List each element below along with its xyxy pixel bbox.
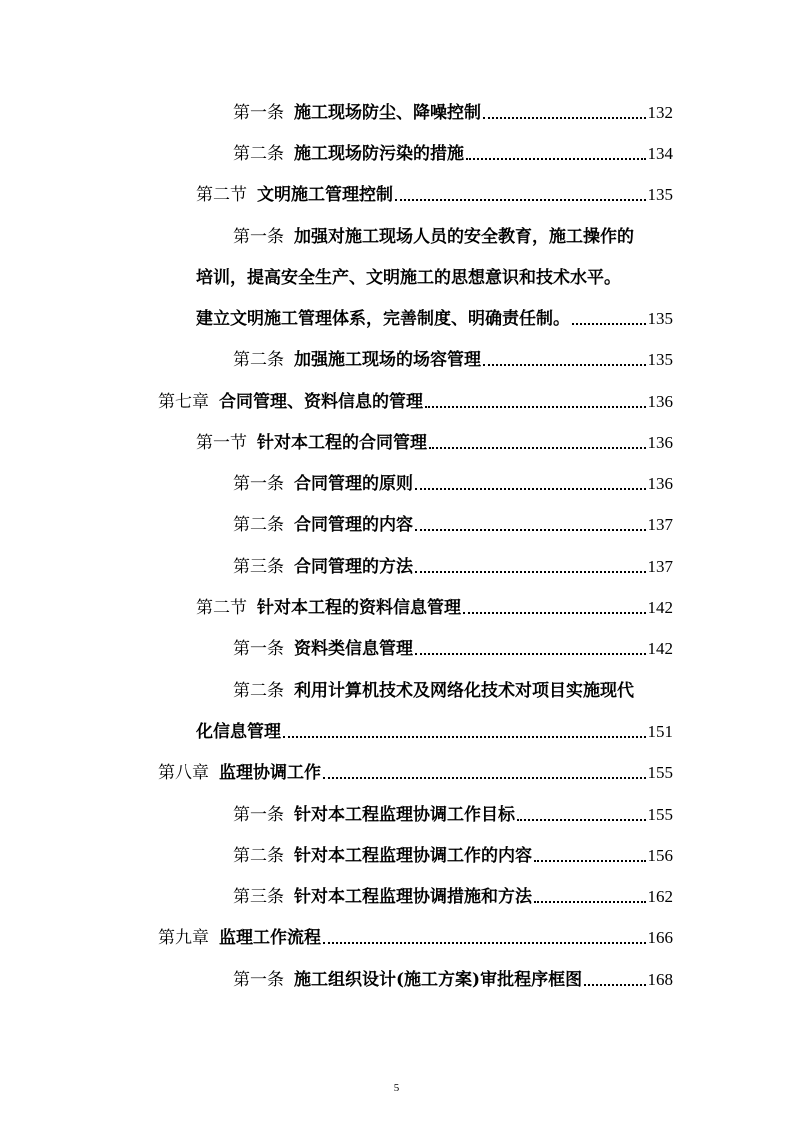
- toc-leader-dots: [483, 114, 646, 119]
- toc-entry-page: 162: [647, 887, 673, 906]
- toc-entry-page: 136: [647, 474, 673, 493]
- toc-entry-title: 合同管理的方法: [294, 557, 413, 577]
- toc-entry-title: 监理工作流程: [219, 928, 321, 948]
- toc-entry-label: 第一条: [233, 970, 284, 990]
- toc-entry-title: 针对本工程监理协调措施和方法: [294, 887, 532, 907]
- toc-entry-title: 施工组织设计(施工方案)审批程序框图: [294, 970, 583, 990]
- toc-entry-title: 施工现场防尘、降噪控制: [294, 103, 481, 123]
- toc-entry-title: 利用计算机技术及网络化技术对项目实施现代: [294, 681, 634, 701]
- toc-leader-dots: [395, 196, 646, 201]
- toc-entry-label: 第一条: [233, 639, 284, 659]
- toc-leader-dots: [534, 898, 646, 903]
- toc-entry-page: 168: [647, 970, 673, 989]
- toc-entry-label: 第九章: [158, 928, 209, 948]
- toc-entry-label: 第二条: [233, 681, 284, 701]
- toc-entry[interactable]: [233, 963, 673, 991]
- toc-entry-label: 第二条: [233, 515, 284, 535]
- toc-entry-page: 136: [647, 433, 673, 452]
- toc-entry-continuation[interactable]: [196, 302, 673, 330]
- toc-entry[interactable]: [233, 467, 673, 495]
- toc-leader-dots: [584, 981, 645, 986]
- page-number-footer: 5: [393, 1082, 400, 1094]
- toc-leader-dots: [283, 733, 646, 738]
- toc-entry-title: 针对本工程监理协调工作目标: [294, 805, 515, 825]
- toc-entry-label: 第三条: [233, 887, 284, 907]
- toc-leader-dots: [415, 526, 646, 531]
- toc-entry-continuation[interactable]: [196, 261, 673, 289]
- toc-entry-label: 第七章: [158, 392, 209, 412]
- toc-entry-title: 针对本工程的合同管理: [257, 433, 427, 453]
- toc-entry-label: 第一条: [233, 103, 284, 123]
- toc-leader-dots: [572, 320, 646, 325]
- toc-entry[interactable]: [233, 632, 673, 660]
- toc-entry[interactable]: [233, 674, 673, 702]
- toc-entry-page: 142: [647, 639, 673, 658]
- toc-entry-title: 合同管理、资料信息的管理: [219, 392, 423, 412]
- toc-entry-page: 155: [647, 763, 673, 782]
- toc-leader-dots: [466, 155, 646, 160]
- toc-leader-dots: [534, 857, 646, 862]
- toc-entry-page: 166: [647, 928, 673, 947]
- toc-entry[interactable]: [233, 508, 673, 536]
- toc-leader-dots: [415, 485, 646, 490]
- toc-entry[interactable]: [233, 220, 673, 248]
- toc-entry[interactable]: [233, 343, 673, 371]
- toc-entry-title: 针对本工程的资料信息管理: [257, 598, 461, 618]
- toc-entry[interactable]: [233, 96, 673, 124]
- toc-entry[interactable]: [233, 798, 673, 826]
- toc-entry-page: 135: [647, 350, 673, 369]
- toc-entry-page: 136: [647, 392, 673, 411]
- toc-entry-label: 第一节: [196, 433, 247, 453]
- toc-entry-page: 132: [647, 103, 673, 122]
- toc-entry[interactable]: [233, 137, 673, 165]
- toc-entry-label: 第二条: [233, 144, 284, 164]
- toc-entry[interactable]: [196, 178, 673, 206]
- toc-entry-page: 137: [647, 515, 673, 534]
- toc-entry[interactable]: [158, 756, 673, 784]
- toc-entry-title: 培训，提高安全生产、文明施工的思想意识和技术水平。: [196, 268, 621, 288]
- toc-entry-page: 135: [647, 309, 673, 328]
- toc-entry-title: 化信息管理: [196, 722, 281, 742]
- toc-entry-title: 加强施工现场的场容管理: [294, 350, 481, 370]
- toc-entry-label: 第二节: [196, 185, 247, 205]
- toc-leader-dots: [429, 444, 646, 449]
- toc-leader-dots: [415, 568, 646, 573]
- toc-entry[interactable]: [196, 426, 673, 454]
- toc-entry-label: 第二条: [233, 846, 284, 866]
- toc-entry-page: 137: [647, 557, 673, 576]
- toc-entry[interactable]: [196, 591, 673, 619]
- toc-entry-label: 第一条: [233, 227, 284, 247]
- toc-entry-title: 合同管理的原则: [294, 474, 413, 494]
- toc-entry-page: 151: [647, 722, 673, 741]
- toc-entry-label: 第八章: [158, 763, 209, 783]
- toc-entry[interactable]: [233, 839, 673, 867]
- toc-entry-title: 施工现场防污染的措施: [294, 144, 464, 164]
- toc-leader-dots: [463, 609, 646, 614]
- toc-entry-page: 135: [647, 185, 673, 204]
- toc-leader-dots: [323, 774, 646, 779]
- toc-entry[interactable]: [233, 550, 673, 578]
- toc-entry[interactable]: [233, 880, 673, 908]
- toc-entry-label: 第二条: [233, 350, 284, 370]
- toc-entry-page: 134: [647, 144, 673, 163]
- toc-entry-title: 监理协调工作: [219, 763, 321, 783]
- toc-entry-label: 第一条: [233, 474, 284, 494]
- toc-entry[interactable]: [158, 921, 673, 949]
- toc-entry-label: 第三条: [233, 557, 284, 577]
- toc-entry-title: 文明施工管理控制: [257, 185, 393, 205]
- toc-entry[interactable]: [158, 385, 673, 413]
- toc-leader-dots: [483, 361, 646, 366]
- toc-entry-title: 合同管理的内容: [294, 515, 413, 535]
- toc-entry-label: 第一条: [233, 805, 284, 825]
- toc-entry-label: 第二节: [196, 598, 247, 618]
- toc-entry-continuation[interactable]: [196, 715, 673, 743]
- toc-entry-title: 加强对施工现场人员的安全教育，施工操作的: [294, 227, 634, 247]
- toc-entry-page: 155: [647, 805, 673, 824]
- toc-leader-dots: [425, 403, 646, 408]
- toc-leader-dots: [415, 650, 646, 655]
- toc-leader-dots: [323, 939, 646, 944]
- toc-entry-title: 建立文明施工管理体系，完善制度、明确责任制。: [196, 309, 570, 329]
- toc-entry-page: 156: [647, 846, 673, 865]
- toc-entry-page: 142: [647, 598, 673, 617]
- toc-entry-title: 针对本工程监理协调工作的内容: [294, 846, 532, 866]
- toc-leader-dots: [517, 816, 646, 821]
- toc-entry-title: 资料类信息管理: [294, 639, 413, 659]
